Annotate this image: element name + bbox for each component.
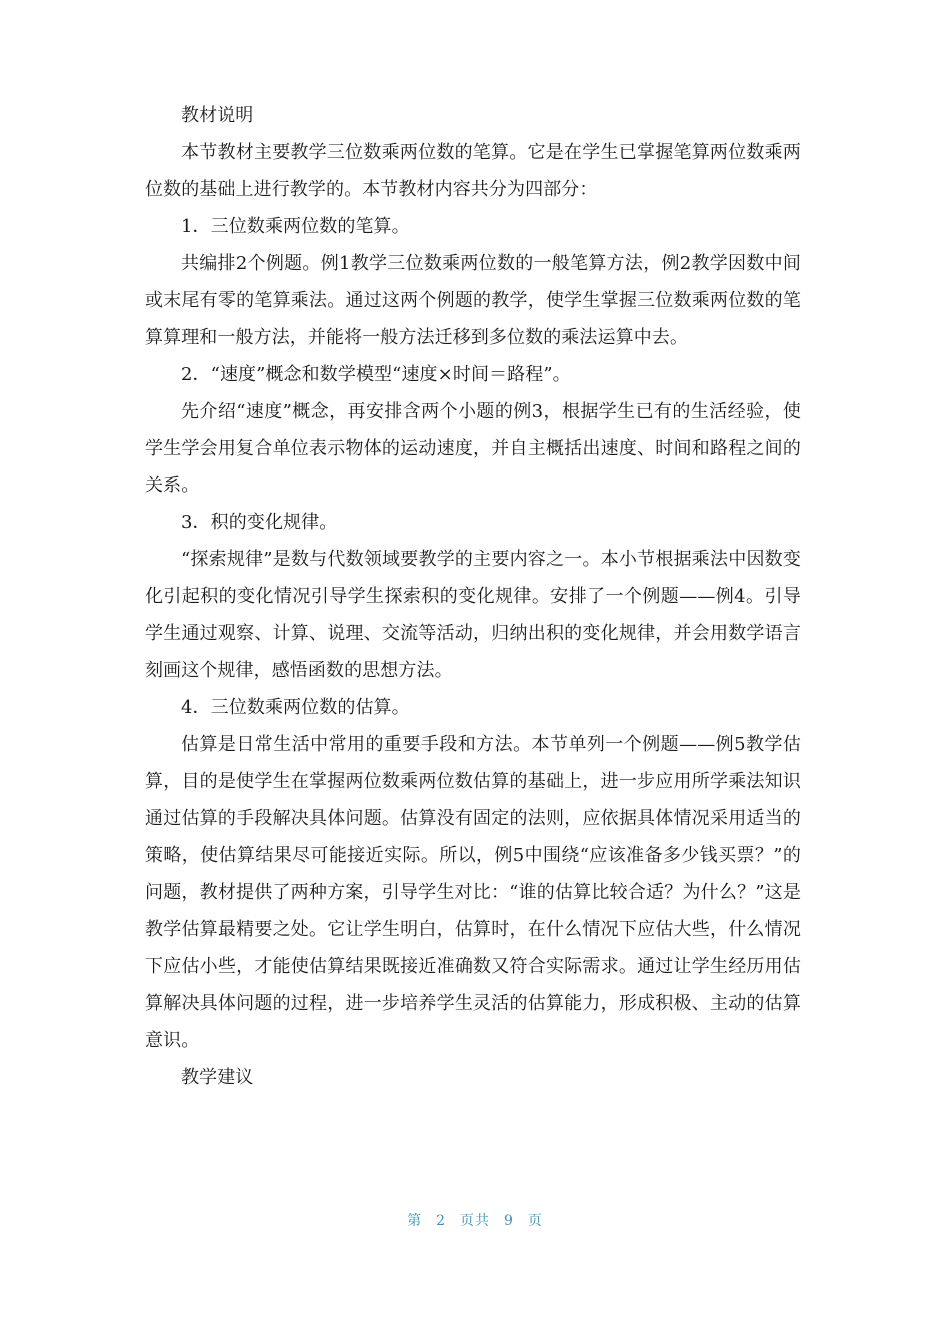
paragraph-1: 共编排2个例题。例1教学三位数乘两位数的一般笔算方法，例2教学因数中间或末尾有零的笔算乘法。通过这两个例题的教学，使学生掌握三位数乘两位数的笔算算理和一般方法，并能将一般方法迁移到多位数的乘法运算中去。 bbox=[145, 253, 801, 348]
subheading-3: 3．积的变化规律。 bbox=[181, 512, 338, 533]
paragraph-2: 先介绍“速度”概念，再安排含两个小题的例3，根据学生已有的生活经验，使学生学会用复合单位表示物体的运动速度，并自主概括出速度、时间和路程之间的关系。 bbox=[145, 401, 801, 496]
section-heading-suggestions: 教学建议 bbox=[181, 1067, 254, 1088]
subheading-4: 4．三位数乘两位数的估算。 bbox=[181, 697, 410, 718]
subheading-1: 1．三位数乘两位数的笔算。 bbox=[181, 216, 410, 237]
footer-label-di: 第 bbox=[407, 1213, 423, 1229]
section-heading-materials: 教材说明 bbox=[181, 105, 254, 126]
paragraph-3: “探索规律”是数与代数领域要教学的主要内容之一。本小节根据乘法中因数变化引起积的变化情况引导学生探索积的变化规律。安排了一个例题——例4。引导学生通过观察、计算、说理、交流等活动，归纳出积的变化规律，并会用数学语言刻画这个规律，感悟函数的思想方法。 bbox=[145, 549, 801, 681]
document-body bbox=[145, 97, 801, 1096]
footer-current-page: 2 bbox=[436, 1213, 446, 1229]
footer-label-ye-gong: 页共 bbox=[460, 1213, 490, 1229]
subheading-2: 2．“速度”概念和数学模型“速度×时间＝路程”。 bbox=[181, 364, 571, 385]
footer-label-ye: 页 bbox=[527, 1213, 543, 1229]
footer-total-pages: 9 bbox=[504, 1213, 514, 1229]
paragraph-intro: 本节教材主要教学三位数乘两位数的笔算。它是在学生已掌握笔算两位数乘两位数的基础上进行教学的。本节教材内容共分为四部分： bbox=[145, 142, 801, 200]
paragraph-4: 估算是日常生活中常用的重要手段和方法。本节单列一个例题——例5教学估算，目的是使学生在掌握两位数乘两位数估算的基础上，进一步应用所学乘法知识通过估算的手段解决具体问题。估算没有固定的法则，应依据具体情况采用适当的策略，使估算结果尽可能接近实际。所以，例5中围绕“应该准备多少钱买票？”的问题，教材提供了两种方案，引导学生对比：“谁的估算比较合适？为什么？”这是教学估算最精要之处。它让学生明白，估算时，在什么情况下应估大些，什么情况下应估小些，才能使估算结果既接近准确数又符合实际需求。通过让学生经历用估算解决具体问题的过程，进一步培养学生灵活的估算能力，形成积极、主动的估算意识。 bbox=[145, 734, 801, 1051]
page-footer bbox=[0, 1210, 950, 1230]
